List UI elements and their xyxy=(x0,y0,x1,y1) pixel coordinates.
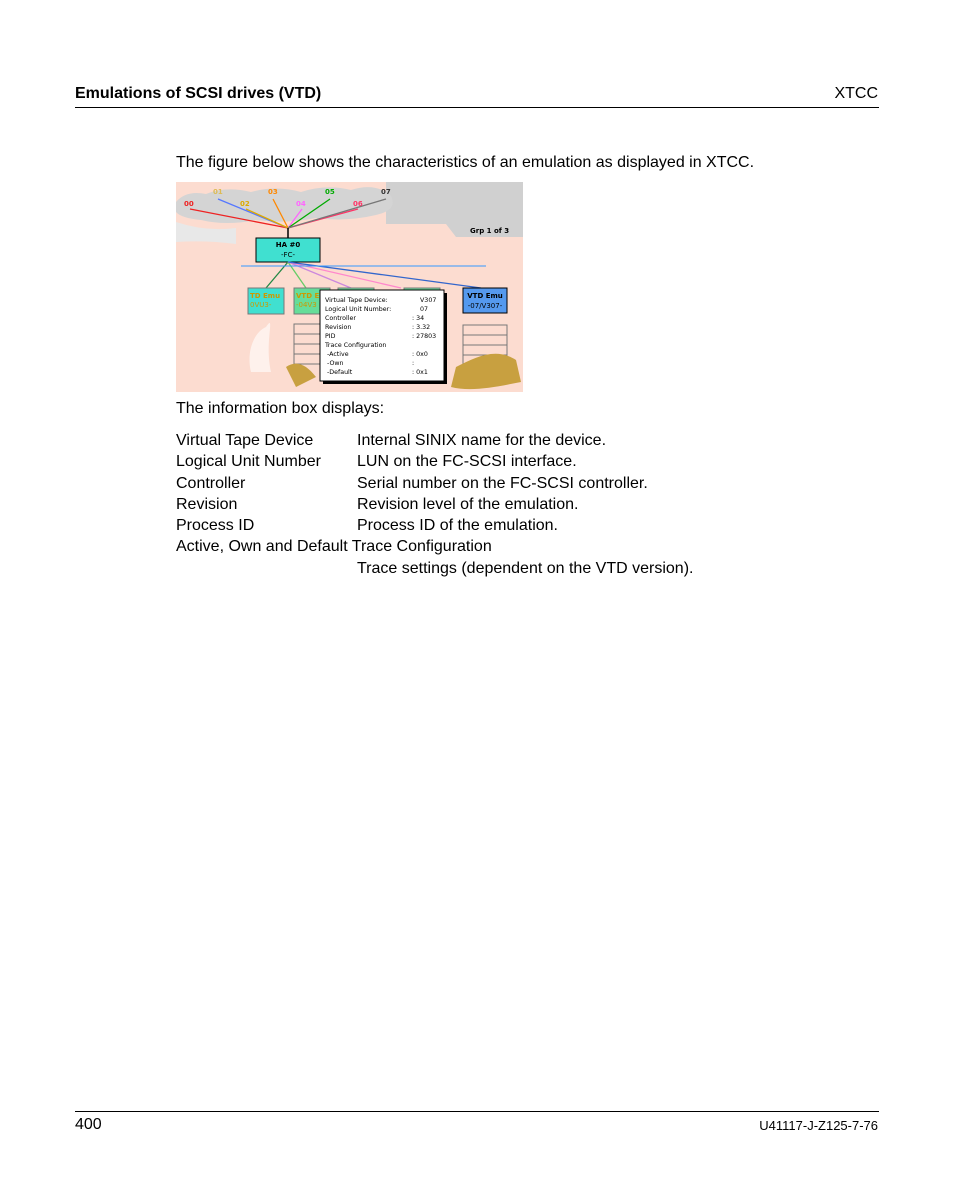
info-value: 07 xyxy=(420,306,429,313)
definition-term: Logical Unit Number xyxy=(176,453,321,471)
port-label: 05 xyxy=(325,188,335,196)
port-label: 00 xyxy=(184,200,194,208)
figure-canvas xyxy=(176,182,523,392)
group-label: Grp 1 of 3 xyxy=(470,227,510,235)
ha-title: HA #0 xyxy=(275,241,301,249)
definition-term: Revision xyxy=(176,495,238,513)
vtd-box-title: VTD Emu xyxy=(467,292,503,300)
info-value: : 27803 xyxy=(412,333,437,340)
port-label: 02 xyxy=(240,200,250,208)
definition-desc: Trace settings (dependent on the VTD version). xyxy=(357,559,694,577)
running-header-title: Emulations of SCSI drives (VTD) xyxy=(75,85,322,102)
port-label: 03 xyxy=(268,188,278,196)
info-label: -Default xyxy=(327,369,353,376)
definition-term: Process ID xyxy=(176,517,255,535)
document-id: U41117-J-Z125-7-76 xyxy=(759,1118,878,1133)
vtd-box-title: TD Emu xyxy=(250,292,281,300)
info-value: V307 xyxy=(420,297,437,304)
port-label: 06 xyxy=(353,200,363,208)
definition-desc: Process ID of the emulation. xyxy=(357,517,558,535)
info-label: Revision xyxy=(325,324,352,331)
running-header-product: XTCC xyxy=(834,85,878,102)
intro-paragraph: The figure below shows the characteristics of an emulation as displayed in XTCC. xyxy=(176,154,755,171)
vtd-box-subtitle: -04V3 xyxy=(296,301,317,309)
info-label: -Own xyxy=(327,360,344,367)
info-heading: The information box displays: xyxy=(176,400,385,417)
info-value: : xyxy=(412,360,415,367)
info-value: : 0x1 xyxy=(412,369,428,376)
info-label: Logical Unit Number: xyxy=(325,306,392,313)
definition-desc: Serial number on the FC-SCSI controller. xyxy=(357,474,648,492)
vtd-box-subtitle: 0VU3- xyxy=(250,301,272,309)
info-label: PID xyxy=(325,333,336,340)
info-label: -Active xyxy=(327,351,349,358)
definition-desc: Internal SINIX name for the device. xyxy=(357,432,607,449)
port-label: 01 xyxy=(213,188,223,196)
info-label: Virtual Tape Device: xyxy=(325,297,388,304)
info-value: : 3.32 xyxy=(412,324,431,331)
definition-term: Controller xyxy=(176,474,246,492)
ha-subtitle: -FC- xyxy=(281,251,295,259)
header-rule xyxy=(75,107,879,108)
info-label: Controller xyxy=(325,315,356,322)
port-label: 07 xyxy=(381,188,391,196)
page-number: 400 xyxy=(75,1116,102,1133)
vtd-box-subtitle: -07/V307- xyxy=(467,302,503,310)
info-value: : 34 xyxy=(412,315,425,322)
port-label: 04 xyxy=(296,200,306,208)
info-label: Trace Configuration xyxy=(325,342,387,349)
footer-rule xyxy=(75,1111,879,1112)
definition-term: Active, Own and Default Trace Configuration xyxy=(176,538,492,556)
info-value: : 0x0 xyxy=(412,351,428,358)
definition-desc: LUN on the FC-SCSI interface. xyxy=(357,453,577,471)
definition-desc: Revision level of the emulation. xyxy=(357,495,579,513)
vtd-box-title: VTD E xyxy=(296,292,320,300)
xtcc-emulation-figure xyxy=(176,182,523,392)
definition-term: Virtual Tape Device xyxy=(176,432,314,449)
